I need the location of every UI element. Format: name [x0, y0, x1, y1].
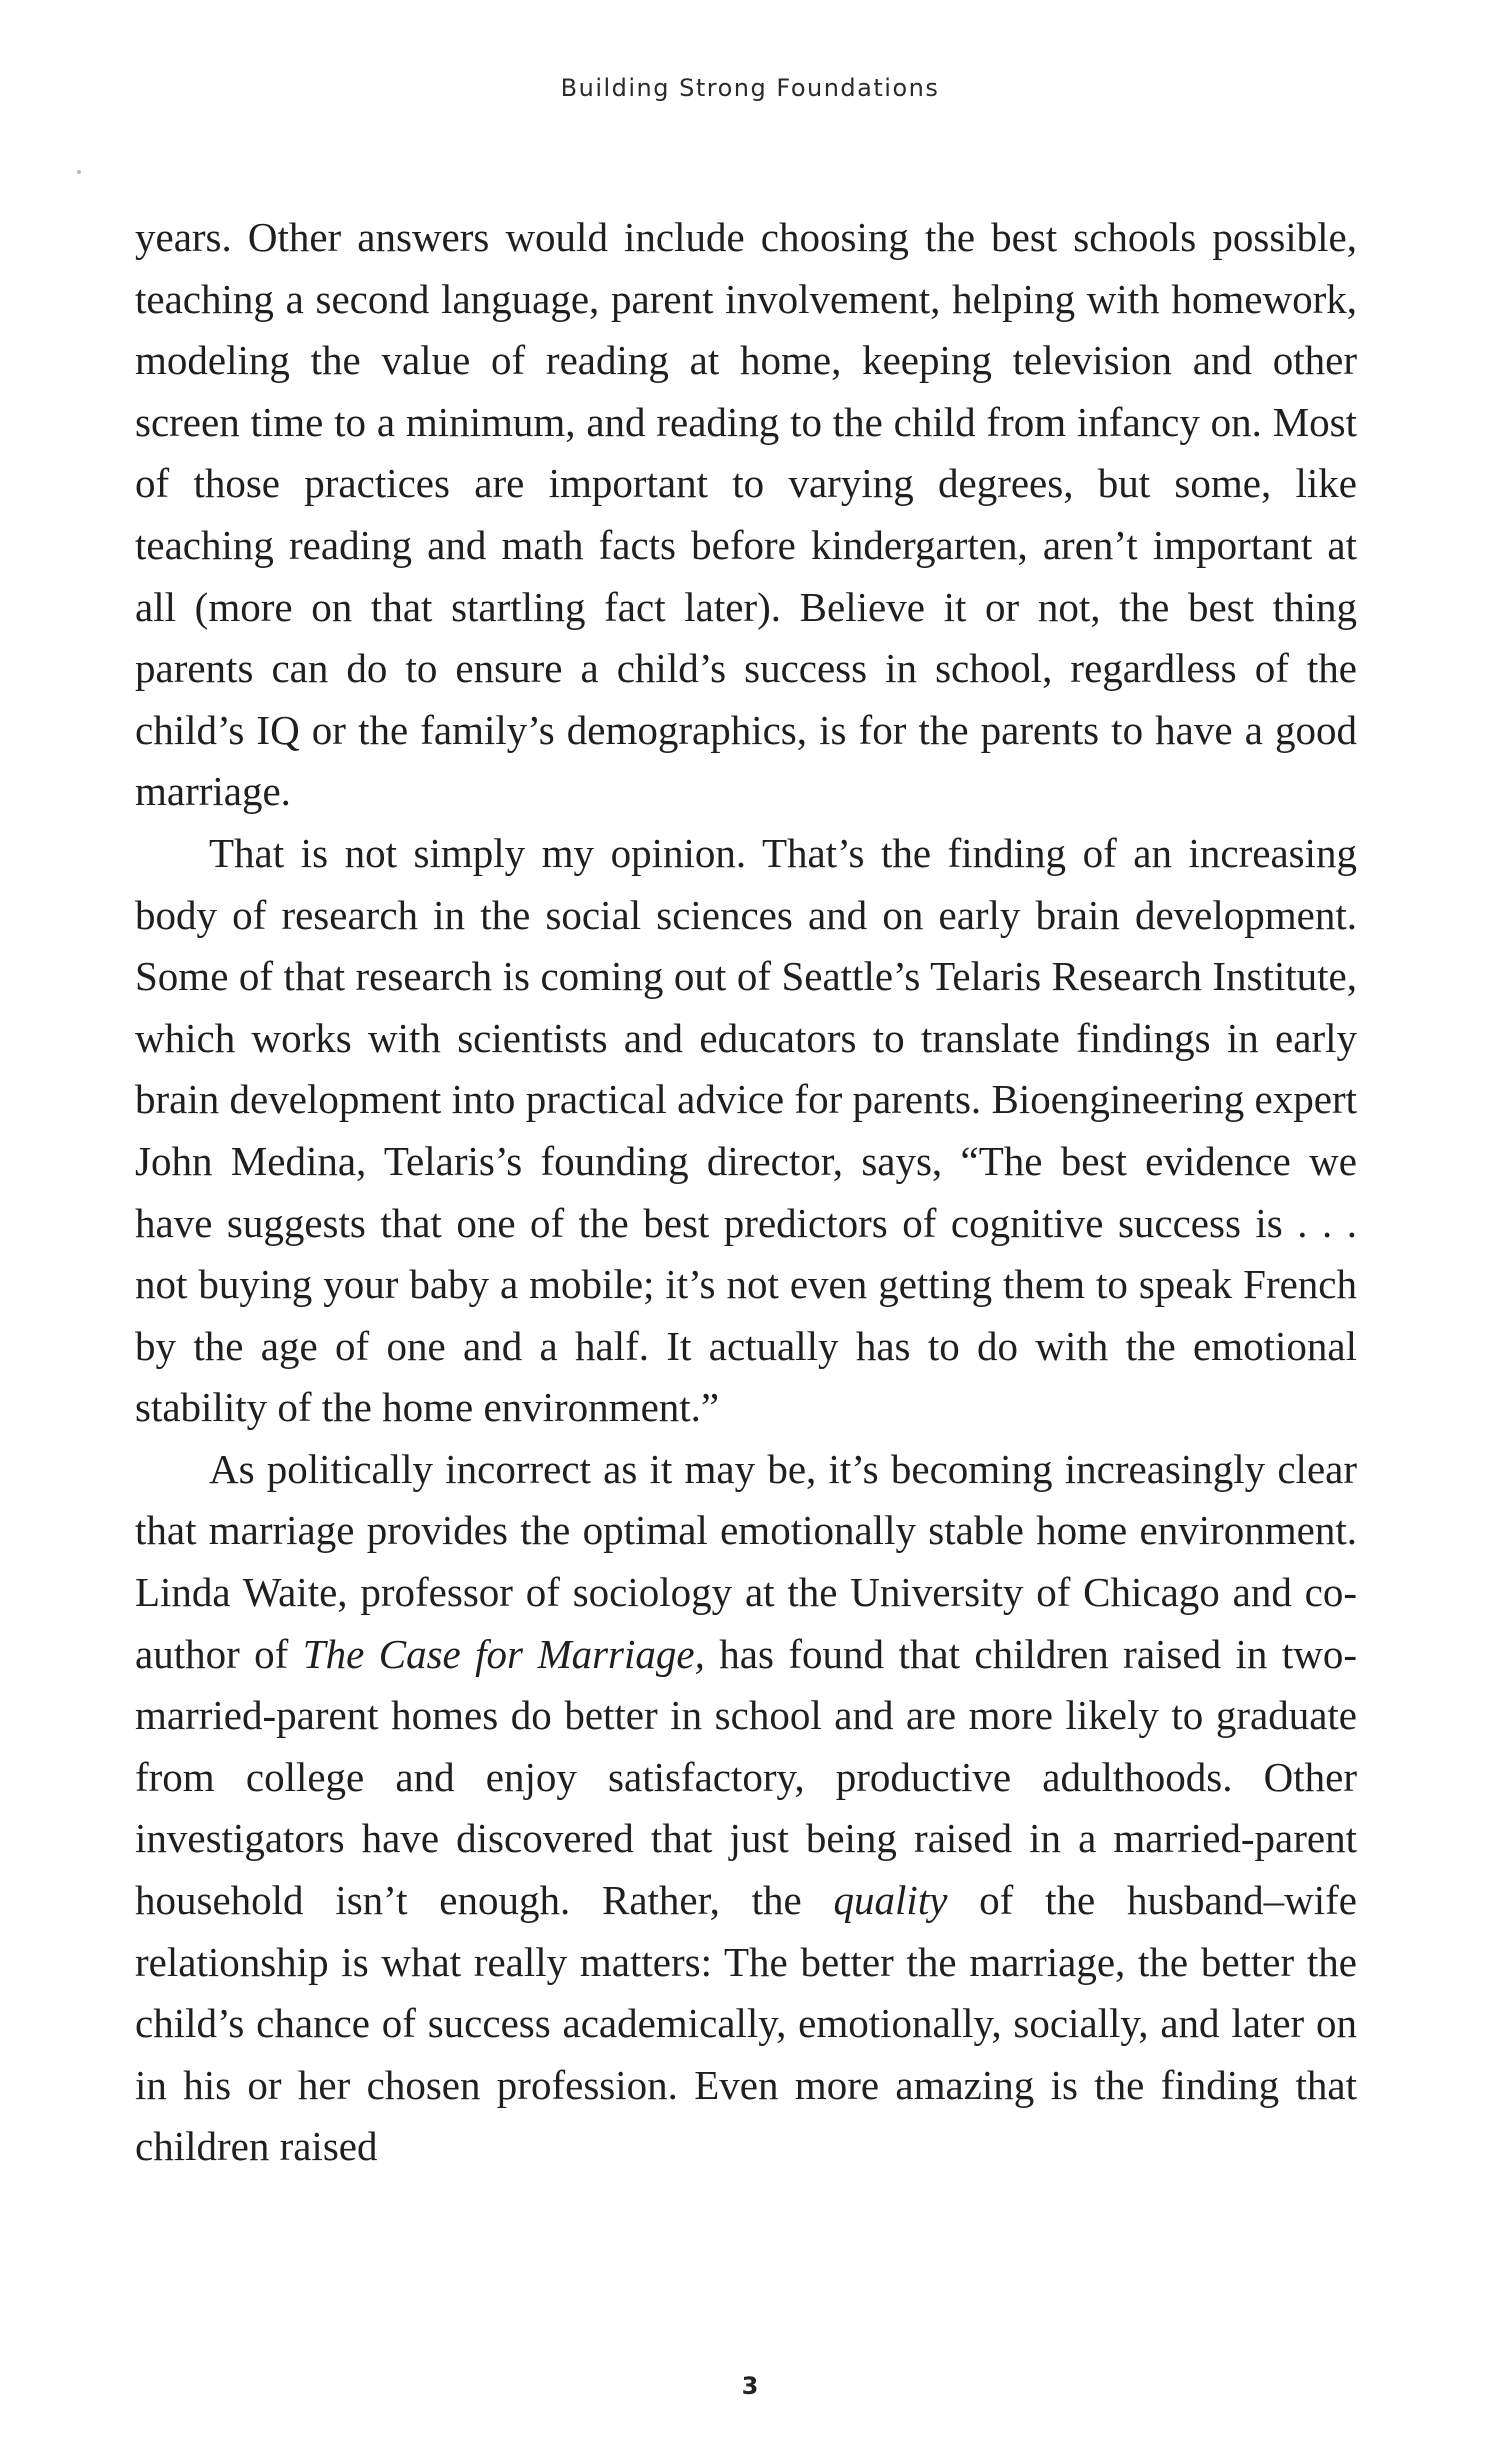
paragraph-3-text-a: As politically incorrect as it may be, it’s becoming increasingly clear that marriage provides the optimal emotionally stable home environment. Linda Waite, professor of sociology at the University of Chicago and co-author of [135, 1445, 1357, 1677]
paragraph-2: That is not simply my opinion. That’s the finding of an increasing body of research in the social sciences and on early brain development. Some of that research is coming out of Seattle’s Telaris Research Institute, which works with scientists and educators to translate findings in early brain development into practical advice for parents. Bioengineering expert John Medina, Telaris’s founding director, says, “The best evidence we have suggests that one of the best predictors of cognitive success is . . . not buying your baby a mobile; it’s not even getting them to speak French by the age of one and a half. It actually has to do with the emotional stability of the home environment.” [135, 829, 1357, 1431]
body-text [135, 207, 1357, 2178]
paragraph-3 [135, 1439, 1357, 2178]
scan-speck [77, 170, 81, 174]
page-number: 3 [741, 2372, 759, 2400]
running-head: Building Strong Foundations [560, 74, 940, 102]
book-title: The Case for Marriage, [302, 1630, 705, 1677]
paragraph-3-text-c: of the husband–wife relationship is what really matters: The better the marriage, the better the child’s chance of success academically, emotionally, socially, and later on in his or her chosen profession. Even more amazing is the finding that children raised [135, 1877, 1357, 2170]
paragraph-1: years. Other answers would include choosing the best schools possible, teaching a second language, parent involvement, helping with homework, modeling the value of reading at home, keeping television and other screen time to a minimum, and reading to the child from infancy on. Most of those practices are important to varying degrees, but some, like teaching reading and math facts before kindergarten, aren’t important at all (more on that startling fact later). Believe it or not, the best thing parents can do to ensure a child’s success in school, regardless of the child’s IQ or the family’s demographics, is for the parents to have a good marriage. [135, 214, 1357, 815]
paragraph-3-text-b: has found that children raised in two-married-parent homes do better in school and are more likely to graduate from college and enjoy satisfactory, productive adulthoods. Other investigators have discovered that just being raised in a married-parent household isn’t enough. Rather, the [135, 1630, 1357, 1924]
emphasis-quality: quality [833, 1877, 948, 1924]
